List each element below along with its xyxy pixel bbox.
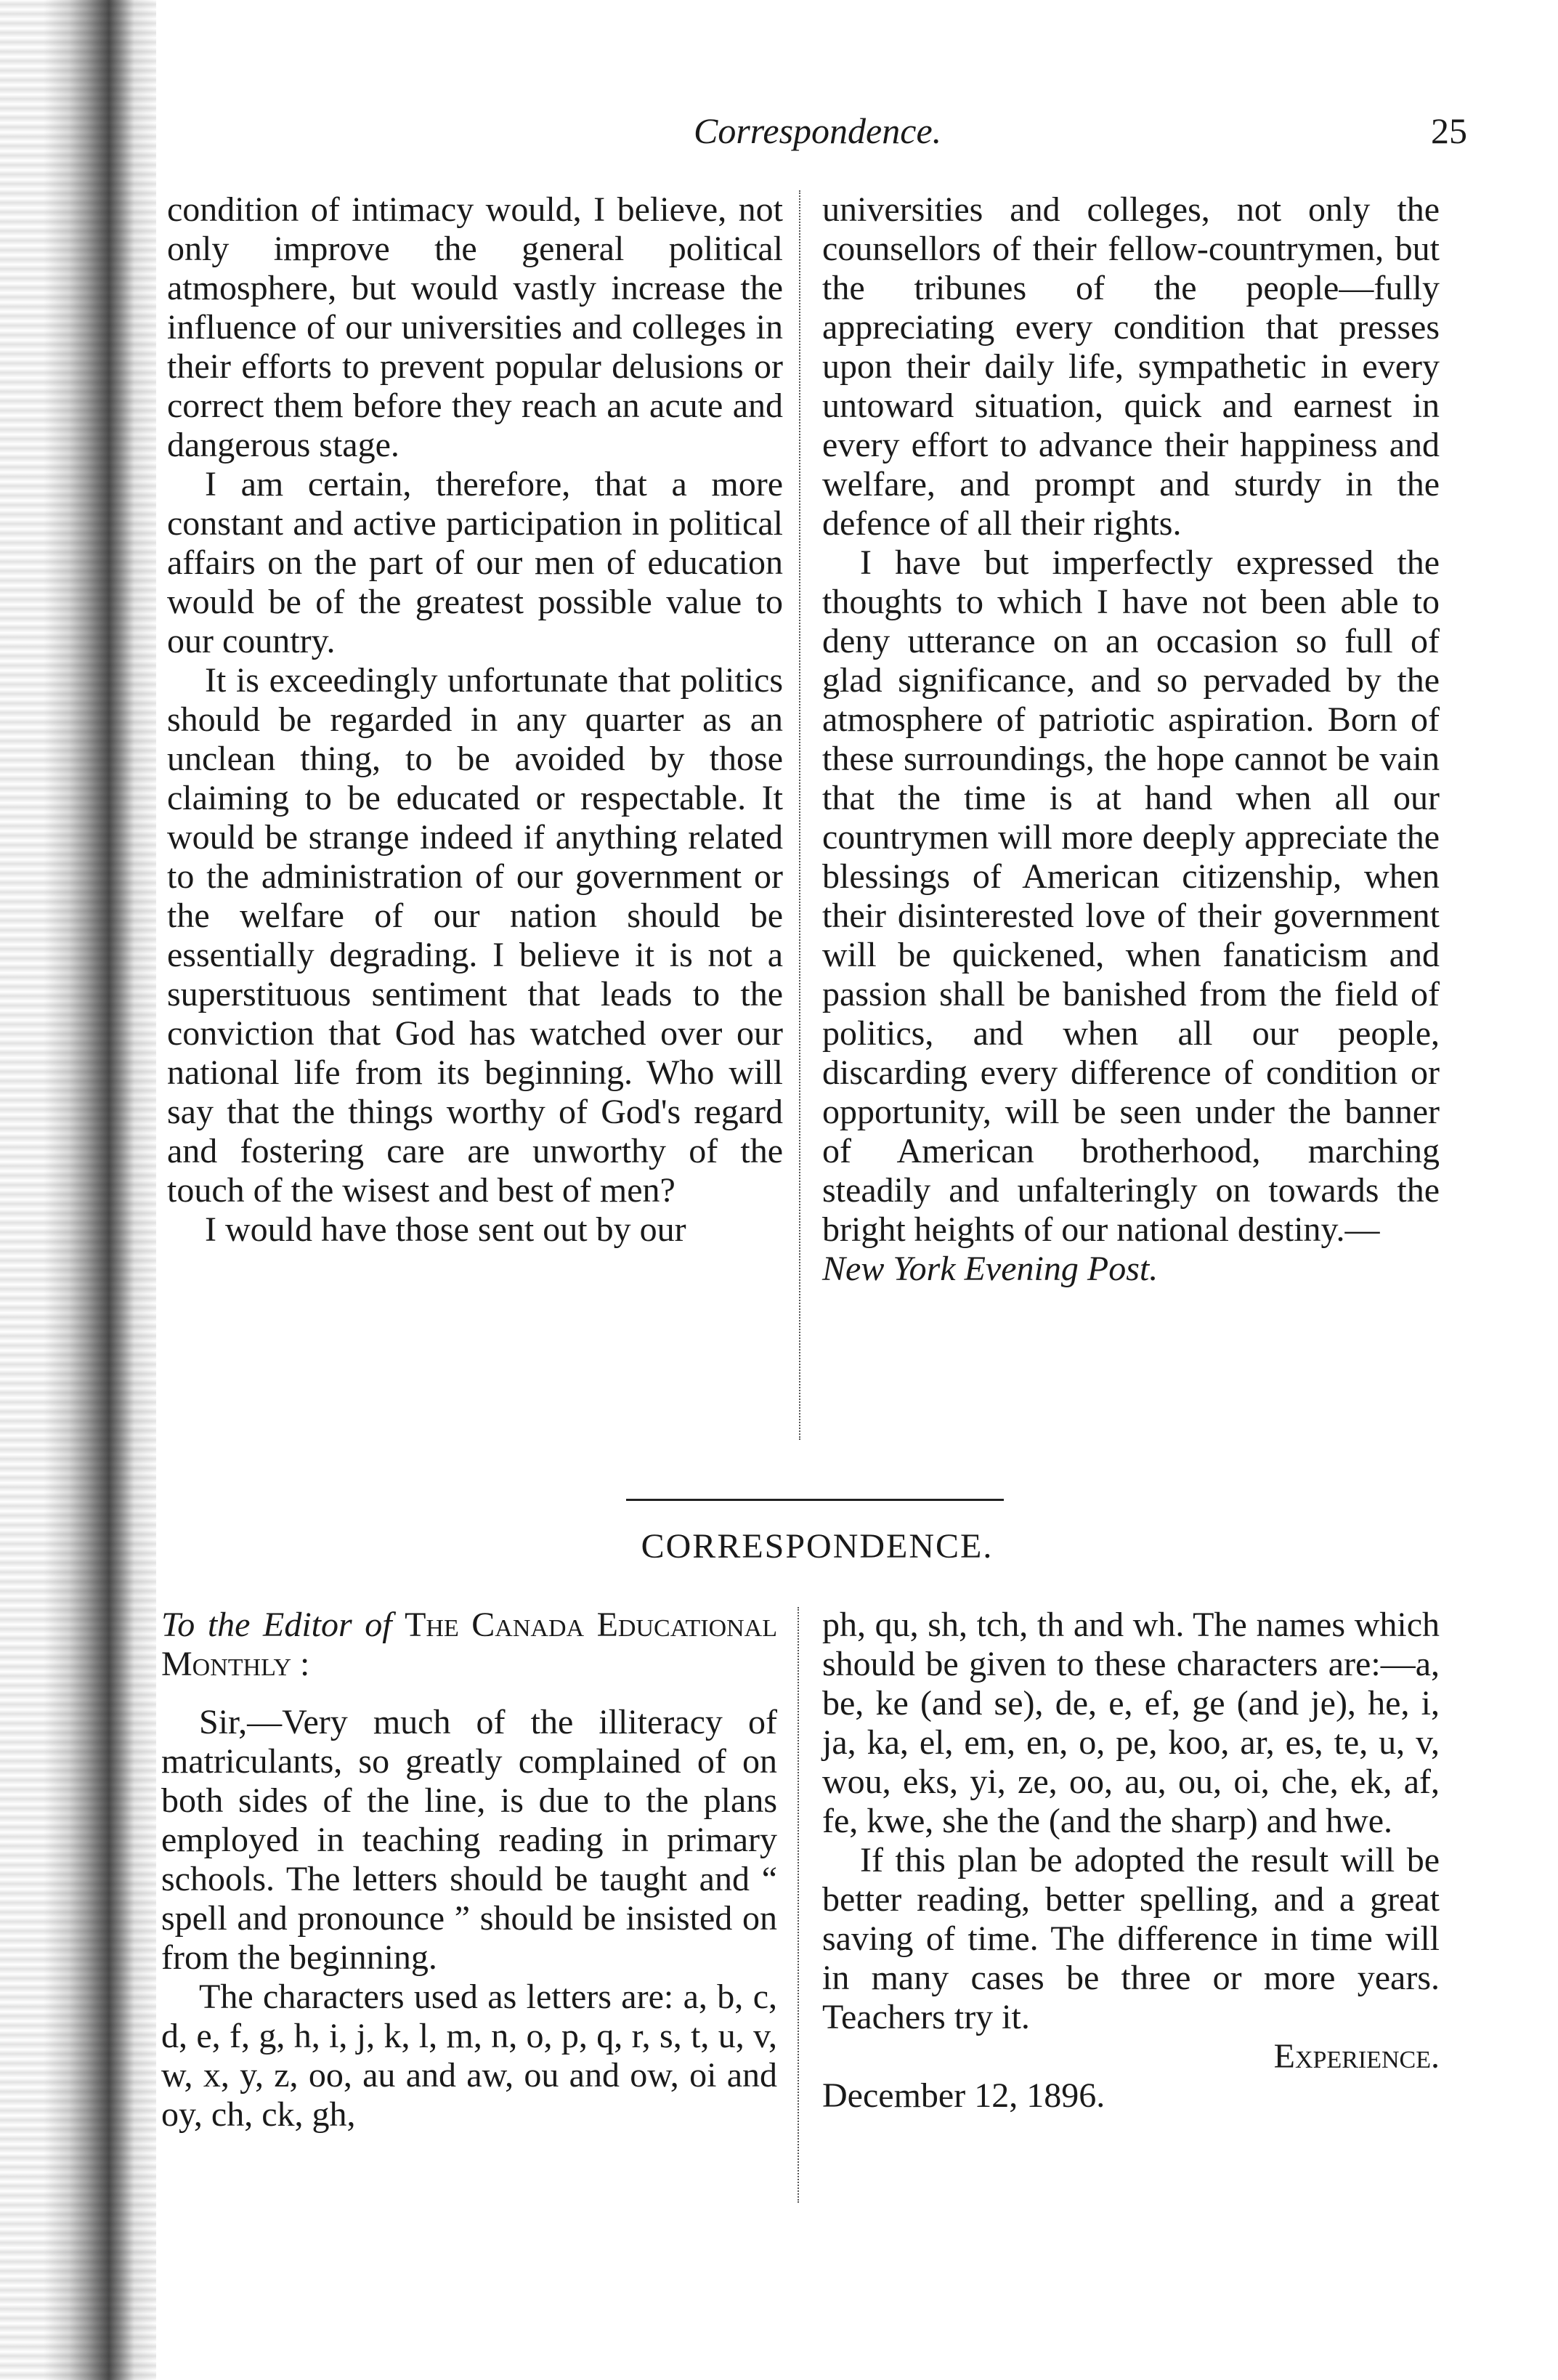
letter-date: December 12, 1896. bbox=[822, 2076, 1105, 2115]
salutation bbox=[161, 1606, 777, 1684]
page-header bbox=[167, 109, 1467, 160]
column-divider bbox=[799, 190, 800, 1440]
column-divider bbox=[798, 1607, 799, 2203]
paragraph: ph, qu, sh, tch, th and wh. The names which should be given to these characters are:—a, be, ke (and se), de, e, ef, ge (and je), he, i, ja, ka, el, em, en, o, pe, koo, ar, es, te, u, v, wou, eks, yi, ze, oo, au, ou, oi, che, ek, af, fe, kwe, she the (and the sharp) and hwe. bbox=[822, 1606, 1440, 1840]
paragraph: universities and colleges, not only the counsellors of their fellow-countrymen, but the tribunes of the people—fully appreciating every condition that presses upon their daily life, sympathetic in every untoward situation, quick and earnest in every effort to advance their happiness and welfare, and prompt and sturdy in the defence of all their rights. bbox=[822, 190, 1440, 543]
book-binding-shadow bbox=[0, 0, 156, 2380]
paragraph: I am certain, therefore, that a more constant and active participation in political affairs on the part of our men of education would be of the greatest possible value to our country. bbox=[167, 465, 783, 660]
article-column-left bbox=[167, 190, 783, 1250]
salutation-end: : bbox=[300, 1645, 310, 1683]
signature: Experience. bbox=[1273, 2037, 1440, 2076]
publication-name: The Canada Educational Monthly bbox=[161, 1606, 778, 1683]
section-divider bbox=[626, 1499, 1004, 1501]
paragraph: condition of intimacy would, I believe, not only improve the general political atmosphere, but would vastly increase the influence of our universities and colleges in their efforts to prevent popular delusions or correct them before they reach an acute and dangerous stage. bbox=[167, 190, 783, 464]
letter-column-left bbox=[161, 1606, 777, 2134]
paragraph: I would have those sent out by our bbox=[205, 1210, 686, 1249]
section-title: CORRESPONDENCE. bbox=[641, 1527, 994, 1566]
article-column-right bbox=[822, 190, 1440, 1289]
paragraph: Sir,—Very much of the illiteracy of matriculants, so greatly complained of on both sides of the line, is due to the plans employed in teaching reading in primary schools. The letters should be taught and “ spell and pronounce ” should be insisted on from the beginning. bbox=[161, 1703, 777, 1977]
paragraph: It is exceedingly unfortunate that politics should be regarded in any quarter as an unclean thing, to be avoided by those claiming to be educated or respectable. It would be strange indeed if anything related to the administration of our government or the welfare of our nation should be essentially degrading. I believe it is not a superstituous sentiment that leads to the conviction that God has watched over our national life from its beginning. Who will say that the things worthy of God's regard and fostering care are unworthy of the touch of the wisest and best of men? bbox=[167, 661, 783, 1210]
paragraph: If this plan be adopted the result will be better reading, better spelling, and a great saving of time. The difference in time will in many cases be three or more years. Teachers try it. bbox=[822, 1841, 1440, 2036]
paragraph: The characters used as letters are: a, b, c, d, e, f, g, h, i, j, k, l, m, n, o, p, q, r, s, t, u, v, w, x, y, z, oo, au and aw, ou and ow, oi and oy, ch, ck, gh, bbox=[161, 1978, 777, 2134]
paragraph: I have but imperfectly expressed the thoughts to which I have not been able to deny utterance on an occasion so full of glad significance, and so pervaded by the atmosphere of patriotic aspiration. Born of these surroundings, the hope cannot be vain that the time is at hand when all our countrymen will more deeply appreciate the blessings of American citizenship, when their disinterested love of their government will be quickened, when fanaticism and passion shall be banished from the field of politics, and when all our people, discarding every difference of condition or opportunity, will be seen under the banner of American brotherhood, marching steadily and unfalteringly on towards the bright heights of our national destiny.— bbox=[822, 543, 1440, 1249]
letter-column-right bbox=[822, 1606, 1440, 2116]
salutation-to: To the Editor of bbox=[161, 1606, 392, 1644]
page-number: 25 bbox=[1431, 110, 1467, 151]
running-head: Correspondence. bbox=[694, 110, 942, 151]
article-source: New York Evening Post. bbox=[822, 1250, 1159, 1288]
